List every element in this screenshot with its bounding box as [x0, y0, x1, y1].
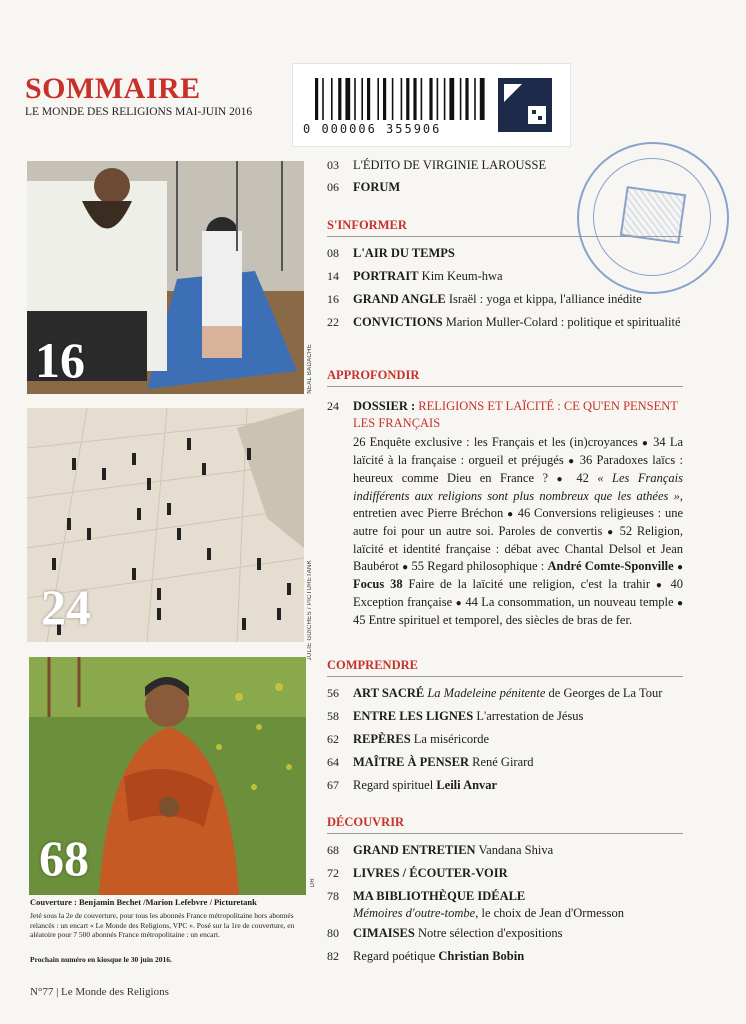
toc-title: CIMAISES [353, 926, 415, 940]
toc-page-number: 80 [327, 926, 339, 940]
photo-yoga [27, 161, 304, 394]
page-title: SOMMAIRE [25, 72, 201, 105]
toc-author: Leili Anvar [436, 778, 498, 792]
toc-subtitle: Regard poétique [353, 949, 436, 963]
toc-page-number: 78 [327, 889, 339, 903]
toc-page-number: 24 [327, 399, 339, 413]
toc-title: ART SACRÉ [353, 686, 425, 700]
toc-subtitle: de Georges de La Tour [548, 686, 663, 700]
toc-title: L'AIR DU TEMPS [353, 246, 455, 260]
dossier-title: RELIGIONS ET LAÏCITÉ : CE QU'EN PENSENT LES FRANÇAIS [353, 399, 678, 430]
toc-subtitle: Notre sélection d'expositions [417, 926, 563, 940]
toc-italic-title: Mémoires d'outre-tombe [353, 906, 476, 920]
barcode-digits: 0 000006 355906 [303, 122, 442, 136]
toc-page-number: 58 [327, 709, 339, 723]
photo-credit: JULIE GUICHES / PICTURETANK [307, 560, 313, 661]
toc-subtitle: , le choix de Jean d'Ormesson [475, 906, 624, 920]
toc-page-number: 82 [327, 949, 339, 963]
toc-title: GRAND ANGLE [353, 292, 446, 306]
page-footer: N°77 | Le Monde des Religions [30, 986, 169, 998]
toc-title: REPÈRES [353, 732, 411, 746]
toc-title: FORUM [353, 180, 401, 194]
photo-portrait [29, 657, 306, 895]
next-issue: Prochain numéro en kiosque le 30 juin 2016. [30, 955, 172, 964]
toc-page-number: 64 [327, 755, 339, 769]
section-header-comprendre: COMPRENDRE [327, 658, 683, 677]
toc-title: ENTRE LES LIGNES [353, 709, 474, 723]
toc-author: Christian Bobin [438, 949, 525, 963]
toc-title: MA BIBLIOTHÈQUE IDÉALE [353, 889, 526, 903]
toc-page-number: 03 [327, 158, 339, 172]
toc-subtitle: Israël : yoga et kippa, l'alliance inédite [448, 292, 642, 306]
toc-page-number: 62 [327, 732, 339, 746]
toc-subtitle: Vandana Shiva [478, 843, 554, 857]
photo-page-number: 68 [39, 830, 89, 886]
toc-page-number: 68 [327, 843, 339, 857]
toc-page-number: 67 [327, 778, 339, 792]
toc-italic-title: La Madeleine pénitente [427, 686, 546, 700]
cover-note: Jeté sous la 2e de couverture, pour tous les abonnés France métropolitaine hors abonnés relancés : un encart « Le Monde des Religions, VPC ». Posé sur la 1re de couverture, en aléatoire pour 7 500 abonnés France métropolitaine : un encart. [30, 911, 295, 939]
photo-page-number: 16 [35, 332, 85, 388]
toc-title: CONVICTIONS [353, 315, 443, 329]
toc-title: PORTRAIT [353, 269, 419, 283]
table-of-contents [327, 0, 683, 1024]
toc-title: GRAND ENTRETIEN [353, 843, 476, 857]
toc-page-number: 06 [327, 180, 339, 194]
toc-subtitle: La miséricorde [413, 732, 490, 746]
section-header-approfondir: APPROFONDIR [327, 368, 683, 387]
toc-subtitle: Regard spirituel [353, 778, 434, 792]
dossier-summary: 26 Enquête exclusive : les Français et les (in)croyances ● 34 La laïcité à la française : orgueil et préjugés ● 36 Paradoxes laïcs : heureux comme Dieu en France ? ● 42 « Les Français indifférents aux religions sont plus nombreux que les athées », entretien avec Pierre Bréchon ● 46 Conversions religieuses : une autre foi pour un autre soi. Paroles de convertis ● 52 Religion, laïcité et identité française : débat avec Chantal Delsol et Jean Baubérot ● 55 Regard philosophique : André Comte-Sponville ● Focus 38 Faire de la laïcité une religion, c'est la trahir ● 40 Exception française ● 44 La consommation, un nouveau temple ● 45 Entre spirituel et temporel, des siècles de bras de fer. [353, 435, 684, 627]
toc-title: L'ÉDITO DE VIRGINIE LAROUSSE [353, 158, 547, 172]
toc-subtitle: L'arrestation de Jésus [476, 709, 584, 723]
photo-credit: NEAL BADACHE [307, 344, 313, 394]
toc-subtitle: Kim Keum-hwa [421, 269, 503, 283]
toc-page-number: 22 [327, 315, 339, 329]
toc-title: LIVRES / ÉCOUTER-VOIR [353, 866, 508, 880]
toc-subtitle: René Girard [472, 755, 534, 769]
toc-page-number: 08 [327, 246, 339, 260]
toc-page-number: 14 [327, 269, 339, 283]
issue-subtitle: LE MONDE DES RELIGIONS MAI-JUIN 2016 [25, 106, 253, 118]
photo-plaza [27, 408, 304, 642]
toc-page-number: 72 [327, 866, 339, 880]
cover-credit: Couverture : Benjamin Bechet /Marion Lefebvre / Picturetank [30, 897, 257, 907]
toc-title: DOSSIER : [353, 399, 416, 413]
toc-page-number: 56 [327, 686, 339, 700]
section-header-decouvrir: DÉCOUVRIR [327, 815, 683, 834]
section-header-sinformer: S'INFORMER [327, 218, 683, 237]
photo-credit: DR [310, 878, 316, 888]
toc-title: MAÎTRE À PENSER [353, 755, 469, 769]
toc-page-number: 16 [327, 292, 339, 306]
toc-subtitle: Marion Muller-Colard : politique et spiritualité [445, 315, 681, 329]
photo-page-number: 24 [41, 579, 91, 635]
